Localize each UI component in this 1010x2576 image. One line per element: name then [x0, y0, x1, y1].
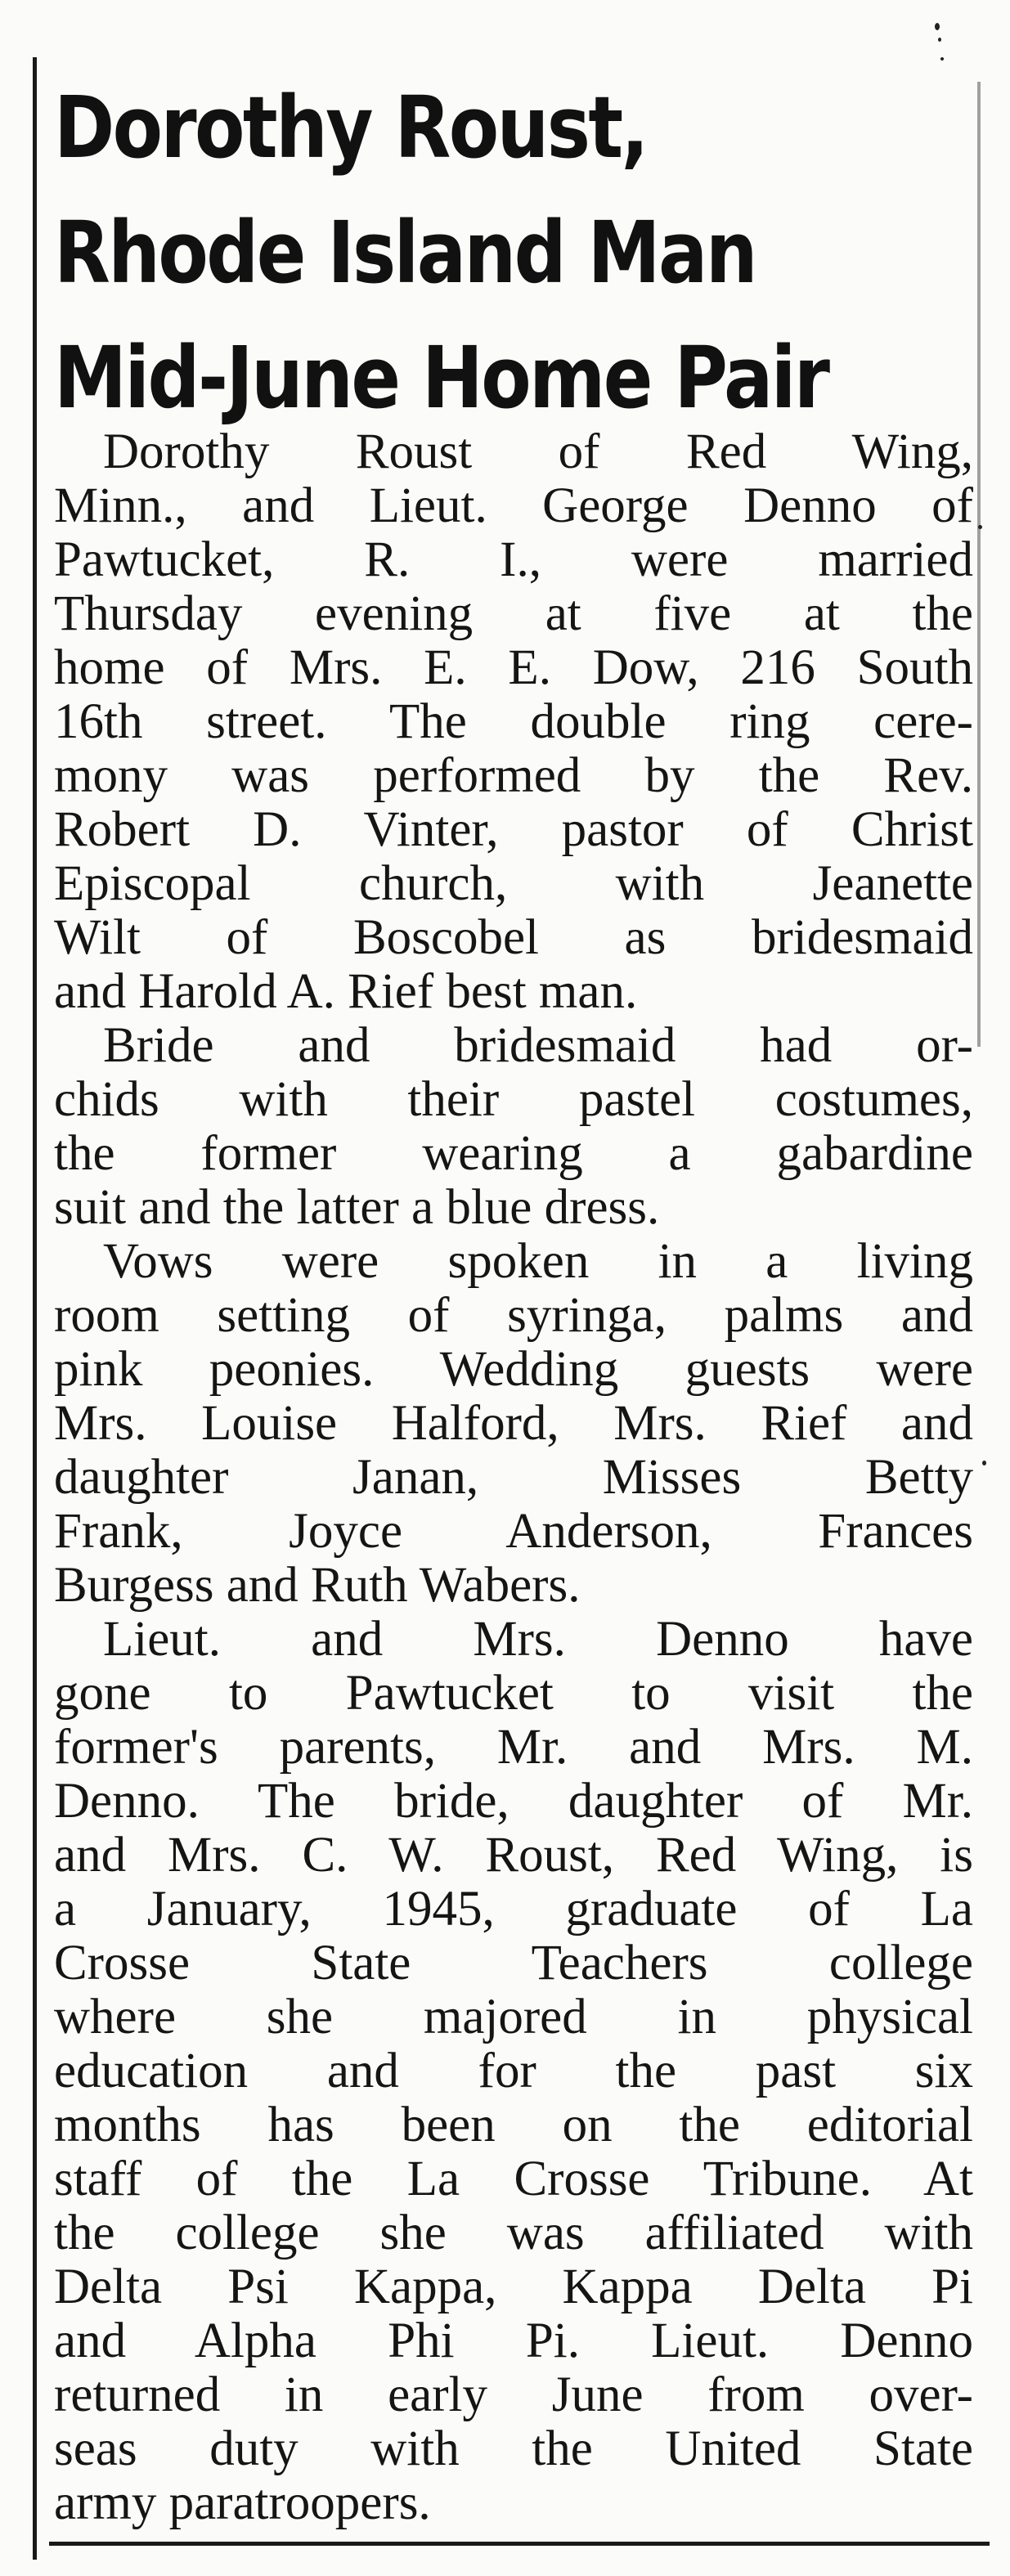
article-line: Burgess and Ruth Wabers.	[54, 1558, 581, 1613]
headline-line-3: Mid-June Home Pair	[54, 328, 828, 428]
ink-speck	[982, 1461, 986, 1465]
article-line: Thursday evening at five at the	[54, 586, 973, 641]
headline-line-1: Dorothy Roust,	[54, 78, 647, 177]
column-rule-right	[977, 82, 981, 1047]
ink-speck	[940, 57, 944, 61]
article-line: seas duty with the United State	[54, 2421, 973, 2476]
ink-speck	[938, 38, 941, 42]
article-line: and Mrs. C. W. Roust, Red Wing, is	[54, 1828, 973, 1883]
article-line: home of Mrs. E. E. Dow, 216 South	[54, 640, 973, 695]
article-line: Delta Psi Kappa, Kappa Delta Pi	[54, 2260, 973, 2314]
article-line: Frank, Joyce Anderson, Frances	[54, 1504, 973, 1559]
article-line: the former wearing a gabardine	[54, 1126, 973, 1181]
article-line: Dorothy Roust of Red Wing,	[103, 424, 973, 479]
article-line: Mrs. Louise Halford, Mrs. Rief and	[54, 1396, 973, 1451]
article-line: and Harold A. Rief best man.	[54, 964, 638, 1019]
article-line: Episcopal church, with Jeanette	[54, 856, 973, 911]
article-line: and Alpha Phi Pi. Lieut. Denno	[54, 2313, 973, 2368]
article-line: a January, 1945, graduate of La	[54, 1882, 973, 1936]
bottom-rule	[49, 2542, 990, 2546]
headline	[54, 65, 828, 441]
article-body	[54, 425, 973, 2530]
article-line: Bride and bridesmaid had or-	[103, 1018, 973, 1073]
article-line: 16th street. The double ring cere-	[54, 694, 973, 749]
paragraph-2	[54, 1019, 973, 1235]
article-line: Crosse State Teachers college	[54, 1936, 973, 1990]
article-line: gone to Pawtucket to visit the	[54, 1666, 973, 1721]
article-line: pink peonies. Wedding guests were	[54, 1342, 973, 1397]
ink-speck	[978, 525, 982, 529]
article-line: Minn., and Lieut. George Denno of	[54, 478, 973, 533]
article-line: daughter Janan, Misses Betty	[54, 1450, 973, 1505]
ink-speck	[935, 23, 940, 30]
article-line: Denno. The bride, daughter of Mr.	[54, 1774, 973, 1829]
column-rule-left	[33, 57, 37, 2560]
article-line: Robert D. Vinter, pastor of Christ	[54, 802, 973, 857]
article-line: the college she was affiliated with	[54, 2206, 973, 2260]
article-line: Vows were spoken in a living	[103, 1234, 973, 1289]
paragraph-3	[54, 1235, 973, 1613]
article-line: education and for the past six	[54, 2044, 973, 2098]
article-line: army paratroopers.	[54, 2475, 431, 2530]
article-line: Pawtucket, R. I., were married	[54, 532, 973, 587]
headline-line-2: Rhode Island Man	[54, 203, 756, 303]
article-line: suit and the latter a blue dress.	[54, 1180, 660, 1235]
article-line: Lieut. and Mrs. Denno have	[103, 1612, 973, 1667]
article-line: where she majored in physical	[54, 1990, 973, 2044]
article-line: returned in early June from over-	[54, 2367, 973, 2422]
article-line: mony was performed by the Rev.	[54, 748, 973, 803]
article-line: former's parents, Mr. and Mrs. M.	[54, 1720, 973, 1775]
paragraph-1	[54, 425, 973, 1019]
article-line: room setting of syringa, palms and	[54, 1288, 973, 1343]
article-line: months has been on the editorial	[54, 2098, 973, 2152]
paragraph-4	[54, 1613, 973, 2530]
article-line: Wilt of Boscobel as bridesmaid	[54, 910, 973, 965]
article-line: staff of the La Crosse Tribune. At	[54, 2152, 973, 2206]
article-line: chids with their pastel costumes,	[54, 1072, 973, 1127]
